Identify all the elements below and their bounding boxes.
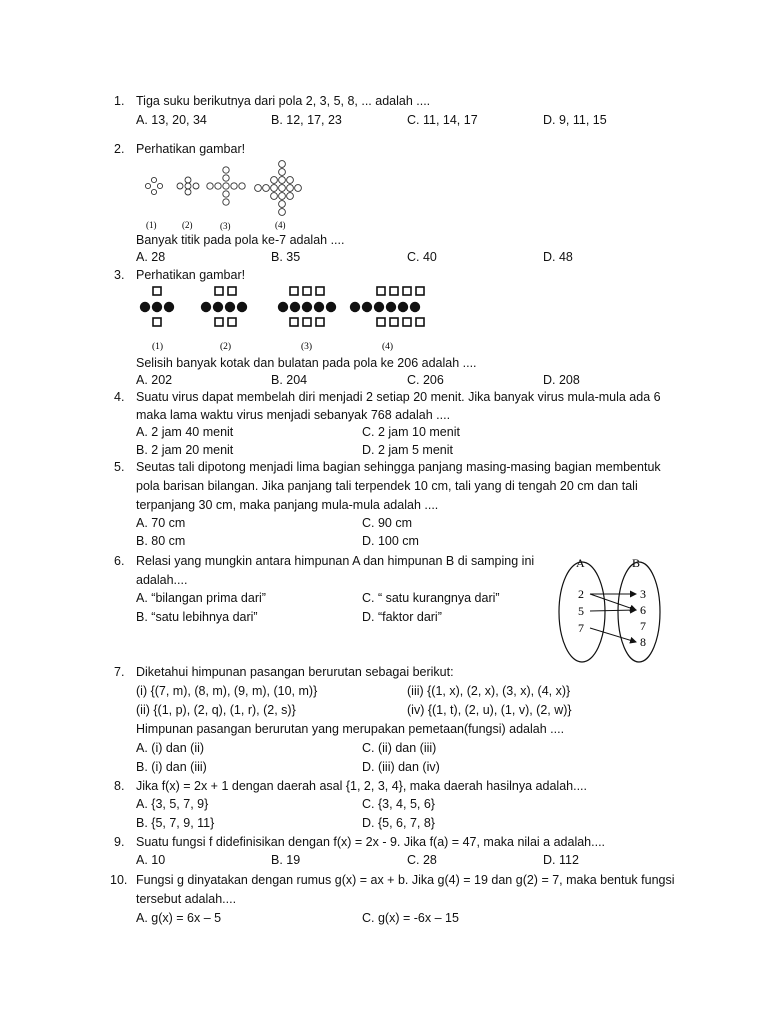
q8-option-c: C. {3, 4, 5, 6} — [362, 797, 435, 811]
q5-option-a: A. 70 cm — [136, 516, 186, 530]
q6-arrow-diagram — [552, 552, 672, 668]
q6-number: 6. — [114, 554, 125, 568]
q9-option-b: B. 19 — [271, 853, 301, 867]
q3-fig-label-2: (2) — [220, 342, 232, 351]
q6-b-item-8: 8 — [640, 635, 646, 649]
q5-number: 5. — [114, 460, 125, 474]
q6-arrow-7-to-8 — [590, 628, 636, 642]
q2-option-d: D. 48 — [543, 250, 573, 264]
q4-stem-line-1: Suatu virus dapat membelah diri menjadi 2 setiap 20 menit. Jika banyak virus mula-mula ada 6 — [136, 390, 661, 404]
q2-stem: Perhatikan gambar! — [136, 142, 246, 156]
q2-option-c: C. 40 — [407, 250, 437, 264]
q6-option-c: C. “ satu kurangnya dari” — [362, 591, 500, 605]
q8-stem: Jika f(x) = 2x + 1 dengan daerah asal {1, 2, 3, 4}, maka daerah hasilnya adalah.... — [136, 779, 587, 793]
q6-option-b: B. “satu lebihnya dari” — [136, 610, 258, 624]
q7-option-c: C. (ii) dan (iii) — [362, 741, 437, 755]
q10-option-a: A. g(x) = 6x – 5 — [136, 911, 222, 925]
q6-arrow-5-to-6 — [590, 610, 636, 611]
q5-stem-line-3: terpanjang 30 cm, maka panjang mula-mula adalah .... — [136, 498, 439, 512]
q6-a-item-7: 7 — [578, 621, 584, 635]
q2-fig-label-1: (1) — [146, 220, 157, 230]
q6-set-b-label: B — [632, 556, 641, 570]
q6-b-item-3: 3 — [640, 587, 646, 601]
q7-number: 7. — [114, 665, 125, 679]
q6-b-item-7: 7 — [640, 619, 646, 633]
q6-a-item-2: 2 — [578, 587, 584, 601]
q10-number: 10. — [110, 873, 128, 887]
q10-stem-line-2: tersebut adalah.... — [136, 892, 237, 906]
q7-set-iii: (iii) {(1, x), (2, x), (3, x), (4, x)} — [407, 684, 571, 698]
q1-option-b: B. 12, 17, 23 — [271, 113, 342, 127]
q4-option-b: B. 2 jam 20 menit — [136, 443, 234, 457]
q6-b-item-6: 6 — [640, 603, 646, 617]
q4-number: 4. — [114, 390, 125, 404]
q5-stem-line-2: pola barisan bilangan. Jika panjang tali terpendek 10 cm, tali yang di tengah 20 cm dan tali — [136, 479, 638, 493]
q6-option-a: A. “bilangan prima dari” — [136, 591, 266, 605]
q9-stem: Suatu fungsi f didefinisikan dengan f(x) = 2x - 9. Jika f(a) = 47, maka nilai a adalah.... — [136, 835, 606, 849]
q5-option-d: D. 100 cm — [362, 534, 419, 548]
q9-option-c: C. 28 — [407, 853, 437, 867]
q6-set-a-label: A — [576, 556, 585, 570]
q4-stem-line-2: maka lama waktu virus menjadi sebanyak 768 adalah .... — [136, 408, 451, 422]
q3-shape-pattern-figure — [136, 285, 436, 351]
q7-question: Himpunan pasangan berurutan yang merupakan pemetaan(fungsi) adalah .... — [136, 722, 565, 736]
q3-number: 3. — [114, 268, 125, 282]
q6-stem-line-2: adalah.... — [136, 573, 188, 587]
q5-option-c: C. 90 cm — [362, 516, 413, 530]
q9-number: 9. — [114, 835, 125, 849]
q1-option-c: C. 11, 14, 17 — [407, 113, 478, 127]
q2-option-b: B. 35 — [271, 250, 301, 264]
q6-a-item-5: 5 — [578, 604, 584, 618]
q2-fig-label-4: (4) — [275, 220, 286, 230]
q6-arrow-2-to-6 — [590, 594, 636, 610]
q7-set-iv: (iv) {(1, t), (2, u), (1, v), (2, w)} — [407, 703, 572, 717]
q3-fig-label-3: (3) — [301, 342, 313, 351]
q10-stem-line-1: Fungsi g dinyatakan dengan rumus g(x) = ax + b. Jika g(4) = 19 dan g(2) = 7, maka bentuk fungsi — [136, 873, 675, 887]
q8-option-a: A. {3, 5, 7, 9} — [136, 797, 209, 811]
q7-set-ii: (ii) {(1, p), (2, q), (1, r), (2, s)} — [136, 703, 296, 717]
q7-set-i: (i) {(7, m), (8, m), (9, m), (10, m)} — [136, 684, 318, 698]
q8-number: 8. — [114, 779, 125, 793]
q1-number: 1. — [114, 94, 125, 108]
q7-option-a: A. (i) dan (ii) — [136, 741, 205, 755]
q8-option-d: D. {5, 6, 7, 8} — [362, 816, 435, 830]
q5-option-b: B. 80 cm — [136, 534, 186, 548]
q7-option-d: D. (iii) dan (iv) — [362, 760, 440, 774]
q4-option-c: C. 2 jam 10 menit — [362, 425, 460, 439]
q2-fig-label-3: (3) — [220, 221, 231, 231]
q2-question: Banyak titik pada pola ke-7 adalah .... — [136, 233, 345, 247]
q6-option-d: D. “faktor dari” — [362, 610, 442, 624]
q3-option-d: D. 208 — [543, 373, 580, 387]
q6-set-b-ellipse — [618, 562, 660, 662]
q9-option-a: A. 10 — [136, 853, 166, 867]
q3-fig-label-1: (1) — [152, 342, 164, 351]
q4-option-a: A. 2 jam 40 menit — [136, 425, 234, 439]
q1-option-d: D. 9, 11, 15 — [543, 113, 607, 127]
q3-option-a: A. 202 — [136, 373, 173, 387]
q2-option-a: A. 28 — [136, 250, 166, 264]
q2-fig-label-2: (2) — [182, 220, 193, 230]
q5-stem-line-1: Seutas tali dipotong menjadi lima bagian sehingga panjang masing-masing bagian membentuk — [136, 460, 661, 474]
q2-dot-pattern-figure — [136, 158, 306, 234]
q2-number: 2. — [114, 142, 125, 156]
q1-stem: Tiga suku berikutnya dari pola 2, 3, 5, 8, ... adalah .... — [136, 94, 431, 108]
q9-option-d: D. 112 — [543, 853, 579, 867]
q8-option-b: B. {5, 7, 9, 11} — [136, 816, 215, 830]
q10-option-c: C. g(x) = -6x – 15 — [362, 911, 459, 925]
q3-option-c: C. 206 — [407, 373, 444, 387]
q3-fig-label-4: (4) — [382, 342, 394, 351]
q7-stem: Diketahui himpunan pasangan berurutan sebagai berikut: — [136, 665, 454, 679]
q3-question: Selisih banyak kotak dan bulatan pada pola ke 206 adalah .... — [136, 356, 477, 370]
q3-stem: Perhatikan gambar! — [136, 268, 246, 282]
q4-option-d: D. 2 jam 5 menit — [362, 443, 454, 457]
q1-option-a: A. 13, 20, 34 — [136, 113, 207, 127]
q3-option-b: B. 204 — [271, 373, 308, 387]
q6-stem-line-1: Relasi yang mungkin antara himpunan A dan himpunan B di samping ini — [136, 554, 535, 568]
q7-option-b: B. (i) dan (iii) — [136, 760, 207, 774]
